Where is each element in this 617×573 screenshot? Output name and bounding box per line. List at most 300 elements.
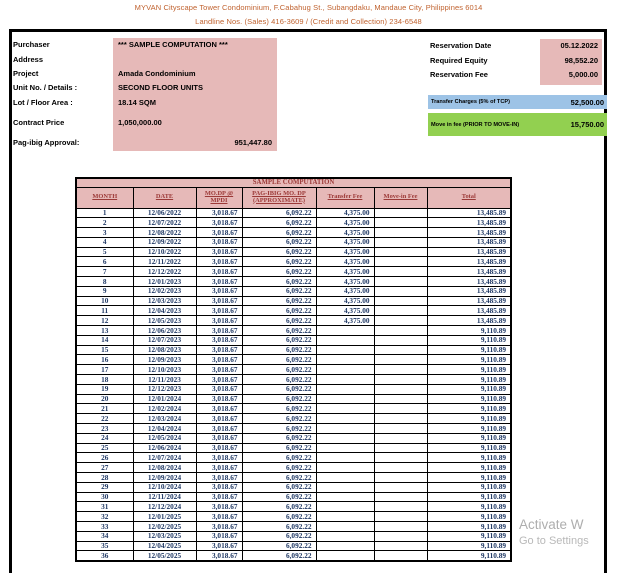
table-cell: 9,110.89 bbox=[427, 541, 511, 551]
column-header-5: Move-in Fee bbox=[374, 187, 427, 208]
letterhead-address: MYVAN Cityscape Tower Condominium, F.Cabahug St., Subangdaku, Mandaue City, Philippines 6014 bbox=[134, 3, 483, 12]
table-cell bbox=[374, 335, 427, 345]
table-cell: 4,375.00 bbox=[316, 286, 374, 296]
table-cell: 12/09/2022 bbox=[133, 237, 196, 247]
table-cell: 13,485.89 bbox=[427, 267, 511, 277]
pagibig-approval-value: 951,447.80 bbox=[234, 138, 272, 147]
table-cell bbox=[374, 453, 427, 463]
table-cell: 19 bbox=[76, 384, 133, 394]
table-cell: 12/03/2023 bbox=[133, 296, 196, 306]
table-cell bbox=[374, 473, 427, 483]
table-cell: 6,092.22 bbox=[242, 492, 316, 502]
table-row bbox=[76, 414, 511, 424]
transfer-charges-value: 52,500.00 bbox=[570, 97, 604, 107]
table-cell: 6 bbox=[76, 257, 133, 267]
table-cell: 9,110.89 bbox=[427, 365, 511, 375]
table-cell: 12/01/2023 bbox=[133, 277, 196, 287]
table-cell: 12/08/2023 bbox=[133, 345, 196, 355]
table-row bbox=[76, 424, 511, 434]
table-row bbox=[76, 237, 511, 247]
table-cell: 9,110.89 bbox=[427, 404, 511, 414]
table-cell: 28 bbox=[76, 473, 133, 483]
table-cell bbox=[374, 492, 427, 502]
table-cell: 9,110.89 bbox=[427, 443, 511, 453]
table-cell bbox=[374, 345, 427, 355]
project-label: Project bbox=[13, 69, 39, 78]
reservation-fee-label: Reservation Fee bbox=[430, 70, 488, 79]
table-cell: 9,110.89 bbox=[427, 492, 511, 502]
table-cell: 3,018.67 bbox=[196, 492, 242, 502]
table-cell bbox=[374, 267, 427, 277]
table-row bbox=[76, 228, 511, 238]
table-cell: 13,485.89 bbox=[427, 257, 511, 267]
table-cell bbox=[316, 482, 374, 492]
table-cell: 3,018.67 bbox=[196, 277, 242, 287]
table-row bbox=[76, 345, 511, 355]
table-cell bbox=[374, 237, 427, 247]
table-cell: 6,092.22 bbox=[242, 365, 316, 375]
table-row bbox=[76, 404, 511, 414]
table-cell: 31 bbox=[76, 502, 133, 512]
table-cell bbox=[374, 541, 427, 551]
table-row bbox=[76, 433, 511, 443]
table-cell: 3,018.67 bbox=[196, 463, 242, 473]
table-cell: 3,018.67 bbox=[196, 247, 242, 257]
table-cell: 9,110.89 bbox=[427, 326, 511, 336]
table-row bbox=[76, 394, 511, 404]
table-cell: 6,092.22 bbox=[242, 228, 316, 238]
table-cell: 9,110.89 bbox=[427, 482, 511, 492]
table-cell: 12/06/2023 bbox=[133, 326, 196, 336]
column-header-2: MO.DP @ MPDI bbox=[196, 187, 242, 208]
table-cell bbox=[316, 453, 374, 463]
floor-area-value: 18.14 SQM bbox=[118, 98, 156, 107]
table-cell: 6,092.22 bbox=[242, 541, 316, 551]
table-title: SAMPLE COMPUTATION bbox=[76, 178, 511, 187]
table-cell: 6,092.22 bbox=[242, 414, 316, 424]
table-cell: 6,092.22 bbox=[242, 473, 316, 483]
table-cell: 33 bbox=[76, 522, 133, 532]
table-cell: 6,092.22 bbox=[242, 453, 316, 463]
table-cell: 3,018.67 bbox=[196, 414, 242, 424]
letterhead-phones: Landline Nos. (Sales) 416-3609 / (Credit and Collection) 234-6548 bbox=[195, 17, 422, 26]
table-cell: 16 bbox=[76, 355, 133, 365]
table-cell bbox=[374, 463, 427, 473]
table-cell: 9,110.89 bbox=[427, 551, 511, 561]
table-cell: 12/06/2022 bbox=[133, 208, 196, 218]
table-cell: 4,375.00 bbox=[316, 267, 374, 277]
table-row bbox=[76, 267, 511, 277]
table-cell: 29 bbox=[76, 482, 133, 492]
table-cell: 3,018.67 bbox=[196, 237, 242, 247]
table-cell bbox=[316, 404, 374, 414]
table-cell: 13,485.89 bbox=[427, 277, 511, 287]
table-cell: 12/02/2024 bbox=[133, 404, 196, 414]
table-cell: 9,110.89 bbox=[427, 394, 511, 404]
table-cell: 12/03/2024 bbox=[133, 414, 196, 424]
table-cell: 3,018.67 bbox=[196, 228, 242, 238]
table-cell bbox=[316, 424, 374, 434]
table-cell: 3,018.67 bbox=[196, 257, 242, 267]
table-cell: 3,018.67 bbox=[196, 522, 242, 532]
column-header-6: Total bbox=[427, 187, 511, 208]
table-cell: 4,375.00 bbox=[316, 316, 374, 326]
table-cell bbox=[374, 286, 427, 296]
table-cell: 3,018.67 bbox=[196, 384, 242, 394]
table-cell: 9,110.89 bbox=[427, 433, 511, 443]
table-cell: 3,018.67 bbox=[196, 473, 242, 483]
table-cell: 20 bbox=[76, 394, 133, 404]
table-cell: 12/04/2023 bbox=[133, 306, 196, 316]
table-cell: 36 bbox=[76, 551, 133, 561]
table-cell: 8 bbox=[76, 277, 133, 287]
table-cell bbox=[316, 512, 374, 522]
table-cell: 12/04/2024 bbox=[133, 424, 196, 434]
table-cell: 13,485.89 bbox=[427, 237, 511, 247]
table-cell: 6,092.22 bbox=[242, 384, 316, 394]
table-cell bbox=[374, 306, 427, 316]
table-cell bbox=[374, 404, 427, 414]
table-cell: 9,110.89 bbox=[427, 424, 511, 434]
schedule-table-container bbox=[75, 177, 512, 562]
table-cell: 3 bbox=[76, 228, 133, 238]
activate-windows-watermark: Activate W bbox=[519, 517, 584, 532]
table-cell bbox=[374, 257, 427, 267]
table-header-row bbox=[76, 187, 511, 208]
table-cell: 6,092.22 bbox=[242, 463, 316, 473]
table-title-row bbox=[76, 178, 511, 187]
table-row bbox=[76, 218, 511, 228]
table-cell: 11 bbox=[76, 306, 133, 316]
table-cell: 12/11/2023 bbox=[133, 375, 196, 385]
table-cell: 27 bbox=[76, 463, 133, 473]
transfer-charges-label: Transfer Charges (5% of TCP) bbox=[431, 99, 510, 105]
table-cell: 24 bbox=[76, 433, 133, 443]
table-cell: 3,018.67 bbox=[196, 531, 242, 541]
table-cell: 6,092.22 bbox=[242, 345, 316, 355]
table-cell bbox=[316, 414, 374, 424]
table-cell: 3,018.67 bbox=[196, 306, 242, 316]
table-cell: 9,110.89 bbox=[427, 335, 511, 345]
table-cell: 15 bbox=[76, 345, 133, 355]
table-cell bbox=[374, 365, 427, 375]
table-cell: 30 bbox=[76, 492, 133, 502]
table-cell: 13,485.89 bbox=[427, 306, 511, 316]
table-cell bbox=[316, 473, 374, 483]
table-cell: 3,018.67 bbox=[196, 404, 242, 414]
table-cell: 3,018.67 bbox=[196, 551, 242, 561]
table-cell bbox=[374, 512, 427, 522]
table-cell: 6,092.22 bbox=[242, 522, 316, 532]
table-cell: 6,092.22 bbox=[242, 286, 316, 296]
table-cell: 3,018.67 bbox=[196, 326, 242, 336]
table-cell: 6,092.22 bbox=[242, 404, 316, 414]
table-cell: 12/08/2022 bbox=[133, 228, 196, 238]
table-cell: 21 bbox=[76, 404, 133, 414]
table-cell bbox=[316, 355, 374, 365]
column-header-1: DATE bbox=[133, 187, 196, 208]
table-cell: 12/09/2023 bbox=[133, 355, 196, 365]
table-cell: 9,110.89 bbox=[427, 375, 511, 385]
table-cell bbox=[316, 394, 374, 404]
table-cell: 14 bbox=[76, 335, 133, 345]
schedule-table bbox=[75, 177, 512, 562]
table-cell: 6,092.22 bbox=[242, 306, 316, 316]
table-cell bbox=[316, 326, 374, 336]
table-cell: 35 bbox=[76, 541, 133, 551]
table-cell: 4,375.00 bbox=[316, 306, 374, 316]
transfer-charges-bar bbox=[428, 95, 607, 109]
table-cell: 4,375.00 bbox=[316, 247, 374, 257]
table-row bbox=[76, 286, 511, 296]
table-cell: 3,018.67 bbox=[196, 424, 242, 434]
table-row bbox=[76, 482, 511, 492]
table-cell bbox=[316, 365, 374, 375]
table-cell: 6,092.22 bbox=[242, 443, 316, 453]
table-cell: 6,092.22 bbox=[242, 267, 316, 277]
table-cell: 12/03/2025 bbox=[133, 531, 196, 541]
table-cell: 3,018.67 bbox=[196, 482, 242, 492]
table-cell: 12/01/2024 bbox=[133, 394, 196, 404]
table-row bbox=[76, 375, 511, 385]
table-cell: 12/05/2024 bbox=[133, 433, 196, 443]
table-cell: 12/07/2022 bbox=[133, 218, 196, 228]
table-cell: 12/11/2022 bbox=[133, 257, 196, 267]
table-cell: 9,110.89 bbox=[427, 384, 511, 394]
table-row bbox=[76, 522, 511, 532]
table-cell: 6,092.22 bbox=[242, 502, 316, 512]
table-cell: 4,375.00 bbox=[316, 237, 374, 247]
unit-details-value: SECOND FLOOR UNITS bbox=[118, 83, 204, 92]
table-cell: 10 bbox=[76, 296, 133, 306]
table-cell bbox=[374, 228, 427, 238]
table-cell: 3,018.67 bbox=[196, 335, 242, 345]
table-cell: 6,092.22 bbox=[242, 218, 316, 228]
table-row bbox=[76, 355, 511, 365]
required-equity-value: 98,552.20 bbox=[564, 56, 598, 65]
table-cell: 13 bbox=[76, 326, 133, 336]
table-cell: 9 bbox=[76, 286, 133, 296]
table-cell: 12/02/2025 bbox=[133, 522, 196, 532]
table-cell: 26 bbox=[76, 453, 133, 463]
table-row bbox=[76, 531, 511, 541]
table-row bbox=[76, 541, 511, 551]
table-row bbox=[76, 512, 511, 522]
table-cell: 9,110.89 bbox=[427, 522, 511, 532]
purchaser-value: *** SAMPLE COMPUTATION *** bbox=[118, 40, 228, 49]
table-cell: 18 bbox=[76, 375, 133, 385]
table-cell: 3,018.67 bbox=[196, 355, 242, 365]
table-cell: 12/09/2024 bbox=[133, 473, 196, 483]
project-value: Amada Condominium bbox=[118, 69, 196, 78]
table-cell: 13,485.89 bbox=[427, 228, 511, 238]
table-row bbox=[76, 306, 511, 316]
table-cell: 17 bbox=[76, 365, 133, 375]
table-cell bbox=[374, 208, 427, 218]
table-cell: 9,110.89 bbox=[427, 463, 511, 473]
column-header-4: Transfer Fee bbox=[316, 187, 374, 208]
table-cell: 6,092.22 bbox=[242, 531, 316, 541]
table-cell bbox=[374, 531, 427, 541]
purchaser-label: Purchaser bbox=[13, 40, 50, 49]
table-cell: 12/05/2025 bbox=[133, 551, 196, 561]
table-cell: 13,485.89 bbox=[427, 286, 511, 296]
table-cell: 3,018.67 bbox=[196, 267, 242, 277]
reservation-fee-value: 5,000.00 bbox=[568, 70, 598, 79]
table-cell bbox=[316, 502, 374, 512]
table-cell: 6,092.22 bbox=[242, 296, 316, 306]
move-in-fee-value: 15,750.00 bbox=[570, 120, 604, 129]
table-cell: 9,110.89 bbox=[427, 453, 511, 463]
table-cell: 9,110.89 bbox=[427, 414, 511, 424]
table-cell: 25 bbox=[76, 443, 133, 453]
table-cell: 1 bbox=[76, 208, 133, 218]
table-row bbox=[76, 316, 511, 326]
table-row bbox=[76, 296, 511, 306]
table-cell: 4,375.00 bbox=[316, 277, 374, 287]
table-cell: 12/06/2024 bbox=[133, 443, 196, 453]
required-equity-label: Required Equity bbox=[430, 56, 488, 65]
table-cell bbox=[374, 502, 427, 512]
column-header-0: MONTH bbox=[76, 187, 133, 208]
table-cell bbox=[316, 463, 374, 473]
move-in-fee-label: Move in fee (PRIOR TO MOVE-IN) bbox=[431, 121, 520, 128]
table-cell: 6,092.22 bbox=[242, 326, 316, 336]
table-cell: 9,110.89 bbox=[427, 531, 511, 541]
table-cell: 12/10/2022 bbox=[133, 247, 196, 257]
table-cell bbox=[374, 551, 427, 561]
table-row bbox=[76, 335, 511, 345]
table-cell: 12/10/2024 bbox=[133, 482, 196, 492]
table-cell: 12/07/2024 bbox=[133, 453, 196, 463]
table-cell: 4 bbox=[76, 237, 133, 247]
table-cell bbox=[374, 296, 427, 306]
table-cell bbox=[316, 551, 374, 561]
table-cell bbox=[316, 531, 374, 541]
table-cell: 5 bbox=[76, 247, 133, 257]
floor-area-label: Lot / Floor Area : bbox=[13, 98, 73, 107]
table-cell: 9,110.89 bbox=[427, 355, 511, 365]
table-cell: 6,092.22 bbox=[242, 482, 316, 492]
table-cell: 3,018.67 bbox=[196, 443, 242, 453]
table-cell bbox=[374, 316, 427, 326]
table-cell: 9,110.89 bbox=[427, 512, 511, 522]
table-cell: 12/12/2024 bbox=[133, 502, 196, 512]
table-cell: 6,092.22 bbox=[242, 424, 316, 434]
column-header-3: PAG-IBIG MO. DP (APPROXIMATE) bbox=[242, 187, 316, 208]
table-cell bbox=[316, 335, 374, 345]
table-cell: 6,092.22 bbox=[242, 237, 316, 247]
pagibig-approval-label: Pag-ibig Approval: bbox=[13, 138, 80, 147]
table-cell: 6,092.22 bbox=[242, 394, 316, 404]
table-cell bbox=[374, 433, 427, 443]
table-cell: 34 bbox=[76, 531, 133, 541]
table-cell: 3,018.67 bbox=[196, 541, 242, 551]
table-cell: 3,018.67 bbox=[196, 286, 242, 296]
table-cell: 22 bbox=[76, 414, 133, 424]
table-cell: 13,485.89 bbox=[427, 218, 511, 228]
table-cell: 6,092.22 bbox=[242, 208, 316, 218]
table-cell: 3,018.67 bbox=[196, 316, 242, 326]
table-cell: 3,018.67 bbox=[196, 365, 242, 375]
table-cell: 12/08/2024 bbox=[133, 463, 196, 473]
table-row bbox=[76, 277, 511, 287]
table-cell: 9,110.89 bbox=[427, 502, 511, 512]
table-cell: 12/04/2025 bbox=[133, 541, 196, 551]
table-cell: 6,092.22 bbox=[242, 247, 316, 257]
table-row bbox=[76, 208, 511, 218]
contract-price-value: 1,050,000.00 bbox=[118, 118, 162, 127]
table-cell: 12/05/2023 bbox=[133, 316, 196, 326]
table-cell bbox=[374, 414, 427, 424]
table-cell bbox=[374, 394, 427, 404]
table-cell: 12/11/2024 bbox=[133, 492, 196, 502]
reservation-date-label: Reservation Date bbox=[430, 41, 492, 50]
table-cell: 3,018.67 bbox=[196, 512, 242, 522]
table-cell: 3,018.67 bbox=[196, 345, 242, 355]
table-row bbox=[76, 365, 511, 375]
table-cell bbox=[374, 247, 427, 257]
purchaser-info-highlight bbox=[113, 38, 277, 151]
table-cell: 12/10/2023 bbox=[133, 365, 196, 375]
table-cell: 3,018.67 bbox=[196, 208, 242, 218]
table-cell: 12/01/2025 bbox=[133, 512, 196, 522]
table-cell: 3,018.67 bbox=[196, 375, 242, 385]
table-cell bbox=[316, 492, 374, 502]
table-row bbox=[76, 326, 511, 336]
table-cell: 6,092.22 bbox=[242, 355, 316, 365]
table-cell: 6,092.22 bbox=[242, 316, 316, 326]
table-cell bbox=[316, 433, 374, 443]
table-cell: 3,018.67 bbox=[196, 218, 242, 228]
table-cell: 3,018.67 bbox=[196, 296, 242, 306]
table-cell bbox=[316, 541, 374, 551]
table-cell: 7 bbox=[76, 267, 133, 277]
table-cell: 23 bbox=[76, 424, 133, 434]
table-cell: 4,375.00 bbox=[316, 296, 374, 306]
table-row bbox=[76, 551, 511, 561]
table-cell bbox=[374, 277, 427, 287]
table-row bbox=[76, 492, 511, 502]
table-cell: 6,092.22 bbox=[242, 433, 316, 443]
table-cell: 3,018.67 bbox=[196, 394, 242, 404]
table-cell: 13,485.89 bbox=[427, 316, 511, 326]
table-row bbox=[76, 384, 511, 394]
table-cell bbox=[374, 424, 427, 434]
table-cell: 6,092.22 bbox=[242, 512, 316, 522]
table-cell bbox=[316, 375, 374, 385]
table-cell: 6,092.22 bbox=[242, 551, 316, 561]
table-row bbox=[76, 443, 511, 453]
table-cell: 12/07/2023 bbox=[133, 335, 196, 345]
table-cell: 3,018.67 bbox=[196, 433, 242, 443]
contract-price-label: Contract Price bbox=[13, 118, 65, 127]
table-cell: 4,375.00 bbox=[316, 218, 374, 228]
unit-details-label: Unit No. / Details : bbox=[13, 83, 78, 92]
table-cell: 6,092.22 bbox=[242, 277, 316, 287]
table-cell: 2 bbox=[76, 218, 133, 228]
table-cell: 12 bbox=[76, 316, 133, 326]
table-cell bbox=[374, 355, 427, 365]
table-cell bbox=[374, 384, 427, 394]
table-cell: 3,018.67 bbox=[196, 502, 242, 512]
table-cell bbox=[374, 522, 427, 532]
move-in-fee-bar bbox=[428, 113, 607, 136]
reservation-date-value: 05.12.2022 bbox=[560, 41, 598, 50]
table-cell: 13,485.89 bbox=[427, 247, 511, 257]
table-cell: 32 bbox=[76, 512, 133, 522]
table-cell: 4,375.00 bbox=[316, 228, 374, 238]
